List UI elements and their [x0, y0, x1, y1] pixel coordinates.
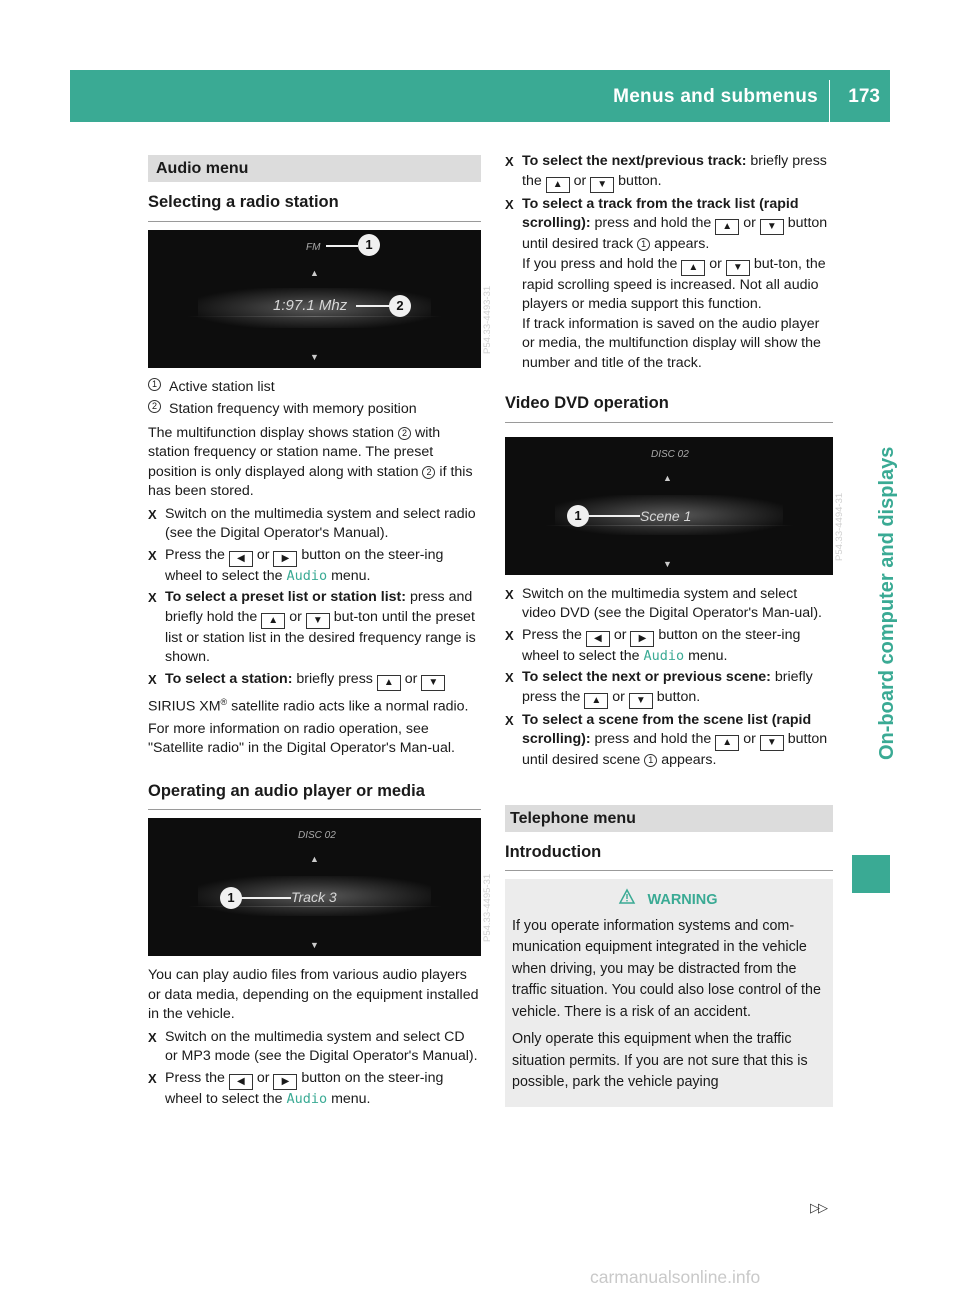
- legend-item: [148, 378, 481, 398]
- text: The multifunction display shows station: [148, 424, 395, 441]
- text: appears.: [654, 236, 710, 252]
- instruction-step: [505, 711, 833, 771]
- page-header: [70, 70, 890, 122]
- text: button.: [618, 172, 662, 189]
- audio-player-heading: Operating an audio player or media: [148, 771, 481, 811]
- instruction-step: [505, 585, 833, 624]
- step-text: [165, 670, 481, 691]
- up-arrow-icon: ▲: [310, 854, 319, 865]
- step-text: [165, 546, 481, 587]
- up-button-icon: ▲: [261, 613, 285, 629]
- inline-number: 1: [637, 238, 650, 251]
- right-button-icon: ▶: [273, 1074, 297, 1090]
- down-arrow-icon: ▼: [663, 558, 672, 569]
- callout-1: 1: [220, 887, 242, 909]
- up-button-icon: ▲: [715, 735, 739, 751]
- text: but-ton, the rapid scrolling speed is increased. Not all audio players or media support this function.: [522, 255, 826, 312]
- step-text: [522, 668, 833, 709]
- step-heading: To select a track from the track list (rapid scrolling):: [522, 195, 799, 231]
- inline-number: 2: [422, 466, 435, 479]
- text: menu.: [331, 1090, 371, 1107]
- section-title: Menus and submenus: [613, 86, 818, 107]
- step-text: Switch on the multimedia system and select CD or MP3 mode (see the Digital Operator's Manual).: [165, 1028, 478, 1065]
- text: or: [404, 670, 418, 687]
- text: If you press and hold the: [522, 255, 678, 272]
- radio-display-image: [148, 230, 493, 368]
- radio-station-heading: Selecting a radio station: [148, 182, 481, 222]
- radio-paragraph: [148, 424, 481, 502]
- figure-code: [468, 244, 493, 354]
- text: button on the steer-ing wheel to select the: [165, 546, 444, 584]
- warning-title: WARNING: [647, 892, 718, 908]
- step-heading: To select a preset list or station list:: [165, 589, 406, 605]
- audio-menu-term: Audio: [643, 647, 685, 664]
- bullet-icon: X: [505, 670, 514, 685]
- text: button until desired scene: [522, 731, 828, 768]
- instruction-step: [505, 626, 833, 667]
- callout-leader: [241, 897, 291, 899]
- chapter-marker: [852, 855, 890, 893]
- audio-menu-term: Audio: [286, 567, 328, 584]
- instruction-step: [505, 668, 833, 709]
- legend-text: Active station list: [169, 378, 275, 395]
- figure-code-text: P54.33-4493-31: [482, 285, 493, 354]
- up-arrow-icon: ▲: [310, 267, 319, 278]
- text: SIRIUS XM: [148, 698, 221, 715]
- left-button-icon: ◀: [229, 551, 253, 567]
- instruction-step: [505, 152, 833, 193]
- warning-box: [505, 879, 833, 1107]
- text: press and briefly hold the: [165, 589, 473, 625]
- step-text: [522, 626, 833, 667]
- bullet-icon: X: [148, 506, 157, 522]
- step-text: [165, 588, 481, 668]
- text: Press the: [165, 1069, 225, 1086]
- bullet-icon: X: [505, 196, 514, 212]
- bullet-icon: X: [148, 590, 157, 605]
- text: briefly press the: [522, 153, 827, 189]
- audio-display-image: [148, 818, 493, 956]
- warning-heading: [512, 889, 825, 912]
- bullet-icon: X: [148, 1029, 157, 1045]
- more-info-paragraph: For more information on radio operation, see "Satellite radio" in the Digital Operator's Man-ual.: [148, 720, 455, 757]
- bullet-icon: X: [148, 1070, 157, 1086]
- text: satellite radio acts like a normal radio.: [231, 698, 469, 715]
- warning-triangle-icon: [619, 889, 635, 912]
- header-divider: [829, 80, 831, 122]
- step-text: [522, 195, 833, 374]
- chapter-label: On-board computer and displays: [876, 446, 898, 760]
- text: press and hold the: [594, 731, 712, 747]
- text: Press the: [522, 626, 582, 643]
- text: briefly press the: [522, 669, 813, 705]
- warning-text: If you operate information systems and com-munication equipment integrated in the vehicle when driving, you may be distracted from the traffic situation. You could also lose control of the vehicle. There is a risk of an accident.: [512, 917, 821, 1020]
- legend-number: 2: [148, 400, 161, 413]
- text: if this has been stored.: [148, 463, 473, 499]
- left-button-icon: ◀: [586, 631, 610, 647]
- text: press and hold the: [594, 215, 712, 231]
- audio-paragraph: You can play audio files from various audio players or data media, depending on the equipment installed in the vehicle.: [148, 967, 479, 1023]
- sirius-paragraph: [148, 693, 481, 717]
- right-button-icon: ▶: [630, 631, 654, 647]
- audio-menu-term: Audio: [286, 1090, 328, 1107]
- text: with station frequency or station name. The preset position is only displayed along with station: [148, 424, 441, 480]
- down-button-icon: ▼: [421, 675, 445, 691]
- left-column: [148, 155, 493, 1111]
- up-button-icon: ▲: [546, 177, 570, 193]
- text: menu.: [331, 567, 371, 584]
- step-text: Switch on the multimedia system and select video DVD (see the Digital Operator's Man-ual).: [522, 585, 822, 621]
- down-arrow-icon: ▼: [310, 940, 319, 951]
- instruction-step: [148, 670, 481, 691]
- figure-code-text: P54.33-4495-31: [482, 874, 493, 943]
- text: or: [256, 546, 270, 563]
- down-button-icon: ▼: [629, 693, 653, 709]
- warning-text: Only operate this equipment when the traffic situation permits. If you are not sure that this is possible, park the vehicle paying: [512, 1031, 808, 1090]
- continue-arrow-icon: ▷▷: [810, 1200, 826, 1215]
- step-heading: To select a station:: [165, 670, 293, 687]
- step-heading: To select the next or previous scene:: [522, 669, 771, 685]
- track-label: Track 3: [291, 889, 337, 906]
- page-number: 173: [848, 86, 880, 107]
- frequency-label: 1:97.1 Mhz: [273, 296, 348, 314]
- step-heading: To select the next/previous track:: [522, 153, 747, 169]
- bullet-icon: X: [148, 547, 157, 563]
- text: menu.: [688, 647, 728, 664]
- text: button on the steer-ing wheel to select the: [165, 1069, 444, 1107]
- up-button-icon: ▲: [584, 693, 608, 709]
- legend-text: Station frequency with memory position: [169, 401, 417, 417]
- callout-2: 2: [389, 295, 411, 317]
- down-button-icon: ▼: [590, 177, 614, 193]
- bullet-icon: X: [505, 627, 514, 643]
- callout-leader: [356, 305, 390, 307]
- callout-leader: [588, 515, 640, 517]
- instruction-step: [505, 195, 833, 374]
- down-button-icon: ▼: [760, 735, 784, 751]
- up-button-icon: ▲: [715, 219, 739, 235]
- inline-number: 2: [398, 427, 411, 440]
- bullet-icon: X: [505, 586, 514, 602]
- scene-label: Scene 1: [640, 507, 692, 524]
- legend-number: 1: [148, 378, 161, 391]
- up-arrow-icon: ▲: [663, 472, 672, 483]
- left-button-icon: ◀: [229, 1074, 253, 1090]
- step-text: Switch on the multimedia system and select radio (see the Digital Operator's Manual).: [165, 505, 476, 541]
- instruction-step: [148, 505, 481, 544]
- chapter-side-tab: [855, 200, 898, 760]
- instruction-step: [148, 546, 481, 587]
- registered-mark: ®: [220, 696, 228, 707]
- text: or: [289, 608, 302, 625]
- step-heading: To select a scene from the scene list (rapid scrolling):: [522, 711, 812, 747]
- text: button.: [656, 688, 701, 705]
- instruction-step: [148, 1069, 481, 1110]
- step-text: [522, 152, 833, 193]
- instruction-step: [148, 588, 481, 668]
- figure-code: [820, 451, 845, 561]
- instruction-step: [148, 1028, 481, 1067]
- text: Press the: [165, 546, 225, 563]
- callout-1: 1: [567, 505, 589, 527]
- text: but-ton until the preset list or station list in the desired frequency range is shown.: [165, 608, 476, 665]
- disc-label: DISC 02: [298, 830, 336, 842]
- up-button-icon: ▲: [681, 260, 705, 276]
- down-arrow-icon: ▼: [310, 351, 319, 362]
- text: or: [743, 731, 756, 747]
- watermark: carmanualsonline.info: [590, 1267, 761, 1287]
- text: or: [709, 255, 722, 272]
- figure-code: [468, 832, 493, 943]
- bullet-icon: X: [505, 154, 514, 169]
- text: briefly press: [296, 670, 373, 687]
- right-column: [505, 152, 845, 1107]
- text: button until desired track: [522, 215, 828, 252]
- text: or: [613, 626, 627, 643]
- text: or: [743, 215, 756, 231]
- audio-menu-banner: Audio menu: [148, 155, 481, 182]
- text: appears.: [661, 752, 717, 768]
- step-text: [165, 1069, 481, 1110]
- text: button on the steer-ing wheel to select the: [522, 626, 801, 664]
- down-button-icon: ▼: [306, 613, 330, 629]
- text: or: [256, 1069, 270, 1086]
- step-text: [522, 711, 833, 771]
- telephone-menu-banner: Telephone menu: [505, 805, 833, 832]
- text: or: [573, 172, 587, 189]
- up-button-icon: ▲: [377, 675, 401, 691]
- bullet-icon: X: [505, 712, 514, 728]
- callout-1: 1: [358, 234, 380, 256]
- dvd-display-image: [505, 437, 845, 575]
- disc-label: DISC 02: [651, 448, 689, 460]
- inline-number: 1: [644, 754, 657, 767]
- introduction-heading: Introduction: [505, 832, 833, 872]
- legend-item: [148, 400, 481, 420]
- bullet-icon: X: [148, 671, 157, 687]
- callout-leader: [326, 245, 358, 247]
- right-button-icon: ▶: [273, 551, 297, 567]
- figure-code-text: P54.33-4494-31: [834, 492, 845, 561]
- text: or: [612, 688, 625, 705]
- fm-label: FM: [306, 241, 321, 253]
- text: If track information is saved on the audio player or media, the multifunction display will show the number and title of the track.: [522, 315, 821, 371]
- down-button-icon: ▼: [726, 260, 750, 276]
- dvd-heading: Video DVD operation: [505, 383, 833, 423]
- down-button-icon: ▼: [760, 219, 784, 235]
